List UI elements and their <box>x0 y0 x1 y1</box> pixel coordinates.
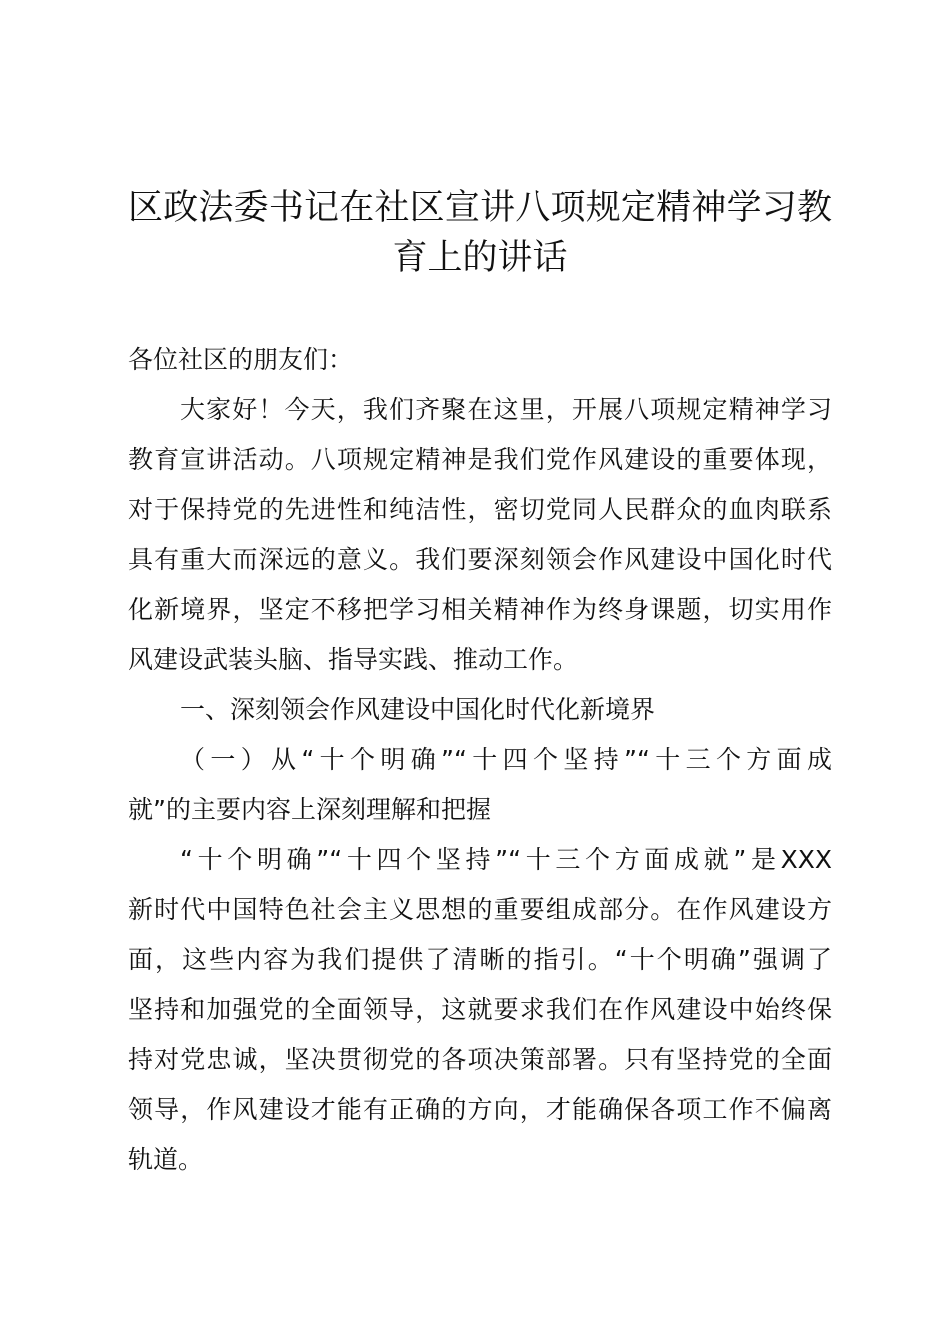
text-line: 面，这些内容为我们提供了清晰的指引。“十个明确”强调了 <box>128 945 832 974</box>
text-line: 风建设武装头脑、指导实践、推动工作。 <box>128 645 579 674</box>
text-line: 具有重大而深远的意义。我们要深刻领会作风建设中国化时代 <box>128 545 832 574</box>
subsection-heading-1 <box>128 735 832 835</box>
text-line: 对于保持党的先进性和纯洁性，密切党同人民群众的血肉联系 <box>128 495 832 524</box>
document-body <box>128 335 832 1185</box>
text-line: “十个明确”“十四个坚持”“十三个方面成就”是XXX <box>180 845 832 874</box>
title-line: 区政法委书记在社区宣讲八项规定精神学习教 <box>128 188 832 228</box>
heading-line: （一）从“十个明确”“十四个坚持”“十三个方面成 <box>180 745 832 774</box>
text-line: 化新境界，坚定不移把学习相关精神作为终身课题，切实用作 <box>128 595 832 624</box>
paragraph-body <box>128 835 832 1185</box>
heading-line: 就”的主要内容上深刻理解和把握 <box>128 795 491 824</box>
salutation: 各位社区的朋友们： <box>128 345 354 374</box>
document-title <box>128 183 832 283</box>
heading-line: 一、深刻领会作风建设中国化时代化新境界 <box>180 695 656 724</box>
text-line: 新时代中国特色社会主义思想的重要组成部分。在作风建设方 <box>128 895 832 924</box>
text-line: 坚持和加强党的全面领导，这就要求我们在作风建设中始终保 <box>128 995 832 1024</box>
text-line: 大家好！今天，我们齐聚在这里，开展八项规定精神学习 <box>180 395 832 424</box>
title-line: 育上的讲话 <box>392 238 568 278</box>
text-line: 持对党忠诚，坚决贯彻党的各项决策部署。只有坚持党的全面 <box>128 1045 832 1074</box>
section-heading-1 <box>128 685 832 735</box>
text-line: 轨道。 <box>128 1145 204 1174</box>
paragraph-opening <box>128 385 832 685</box>
text-line: 领导，作风建设才能有正确的方向，才能确保各项工作不偏离 <box>128 1095 832 1124</box>
text-line: 教育宣讲活动。八项规定精神是我们党作风建设的重要体现， <box>128 445 832 474</box>
